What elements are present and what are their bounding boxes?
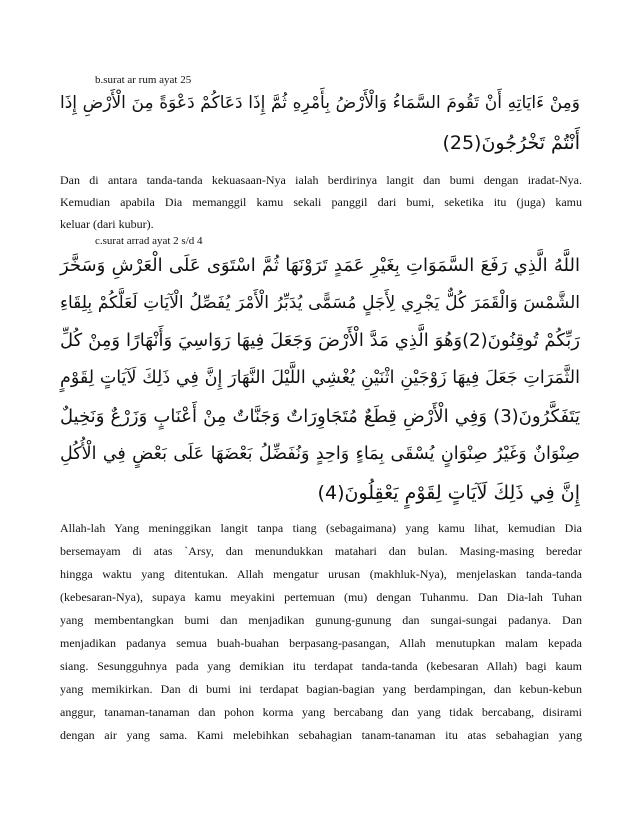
- section-c-translation-line-7: siang. Sesungguhnya pada yang demikian itu terdapat tanda-tanda (kebesaran Allah) bagi kaum: [60, 659, 582, 673]
- section-c-arabic-line-4: الثَّمَرَاتِ جَعَلَ فِيهَا زَوْجَيْنِ اثْنَيْنِ يُغْشِي اللَّيْلَ النَّهَارَ إِنَّ فِي ذَلِكَ لَآيَاتٍ لِقَوْمٍ: [60, 368, 580, 388]
- section-c-arabic-line-3: رَبِّكُمْ تُوقِنُونَ(2)وَهُوَ الَّذِي مَدَّ الْأَرْضَ وَجَعَلَ فِيهَا رَوَاسِيَ وَأَنْهَارًا وَمِنْ كُلِّ: [60, 330, 581, 351]
- section-c-translation-line-6: menjadikan padanya semua buah-buahan berpasang-pasangan, Allah menutupkan malam kepada: [60, 636, 582, 650]
- section-b-translation-line-3: keluar (dari kubur).: [60, 217, 154, 231]
- section-c-translation-line-9: anggur, tanaman-tanaman dan pohon korma yang bercabang dan yang tidak bercabang, disirami: [60, 705, 582, 719]
- section-c-arabic-line-6: صِنْوَانٌ وَغَيْرُ صِنْوَانٍ يُسْقَى بِمَاءٍ وَاحِدٍ وَنُفَضِّلُ بَعْضَهَا عَلَى بَعْضٍ فِي الْأُكُلِ: [60, 444, 580, 464]
- section-b-translation-line-2: Kemudian apabila Dia memanggil kamu sekali panggil dari bumi, seketika itu (juga) kamu: [60, 195, 582, 209]
- section-b-heading: b.surat ar rum ayat 25: [95, 74, 192, 86]
- section-c-arabic-line-7: إِنَّ فِي ذَلِكَ لَآيَاتٍ لِقَوْمٍ يَعْقِلُونَ(4): [317, 482, 580, 504]
- section-b-arabic-line-2: أَنْتُمْ تَخْرُجُونَ(25): [442, 132, 580, 154]
- section-c-arabic-line-2: الشَّمْسَ وَالْقَمَرَ كُلٌّ يَجْرِي لِأَجَلٍ مُسَمًّى يُدَبِّرُ الْأَمْرَ يُفَصِّلُ الْآيَاتِ لَعَلَّكُمْ بِلِقَاءِ: [60, 293, 580, 313]
- section-c-heading: c.surat arrad ayat 2 s/d 4: [95, 235, 203, 247]
- section-c-translation-line-4: (kebesaran-Nya), supaya kamu meyakini pertemuan (mu) dengan Tuhanmu. Dan Dia-lah Tuhan: [60, 590, 582, 604]
- section-c-translation-line-10: dengan air yang sama. Kami melebihkan sebahagian tanam-tanaman itu atas sebahagian yang: [60, 728, 582, 742]
- section-c-arabic-line-5: يَتَفَكَّرُونَ(3) وَفِي الْأَرْضِ قِطَعٌ مُتَجَاوِرَاتٌ وَجَنَّاتٌ مِنْ أَعْنَابٍ وَزَرْعٌ وَنَخِيلٌ: [60, 406, 580, 427]
- section-b-arabic-line-1: وَمِنْ ءَايَاتِهِ أَنْ تَقُومَ السَّمَاءُ وَالْأَرْضُ بِأَمْرِهِ ثُمَّ إِذَا دَعَاكُمْ دَعْوَةً مِنَ الْأَرْضِ إِذَا: [60, 93, 580, 113]
- section-c-arabic-line-1: اللَّهُ الَّذِي رَفَعَ السَّمَوَاتِ بِغَيْرِ عَمَدٍ تَرَوْنَهَا ثُمَّ اسْتَوَى عَلَى الْعَرْشِ وَسَخَّرَ: [60, 255, 580, 276]
- section-c-translation-line-8: yang memikirkan. Dan di bumi ini terdapat bagian-bagian yang berdampingan, dan kebun-kebun: [60, 682, 582, 696]
- section-c-translation-line-5: yang membentangkan bumi dan menjadikan gunung-gunung dan sungai-sungai padanya. Dan: [60, 613, 582, 627]
- section-c-translation-line-1: Allah-lah Yang meninggikan langit tanpa tiang (sebagaimana) yang kamu lihat, kemudian Dia: [60, 521, 582, 535]
- section-b-translation-line-1: Dan di antara tanda-tanda kekuasaan-Nya ialah berdirinya langit dan bumi dengan iradat-Nya.: [60, 173, 582, 187]
- section-c-translation-line-2: bersemayam di atas `Arsy, dan menundukkan matahari dan bulan. Masing-masing beredar: [60, 544, 582, 558]
- section-c-translation-line-3: hingga waktu yang ditentukan. Allah mengatur urusan (makhluk-Nya), menjelaskan tanda-tanda: [60, 567, 582, 581]
